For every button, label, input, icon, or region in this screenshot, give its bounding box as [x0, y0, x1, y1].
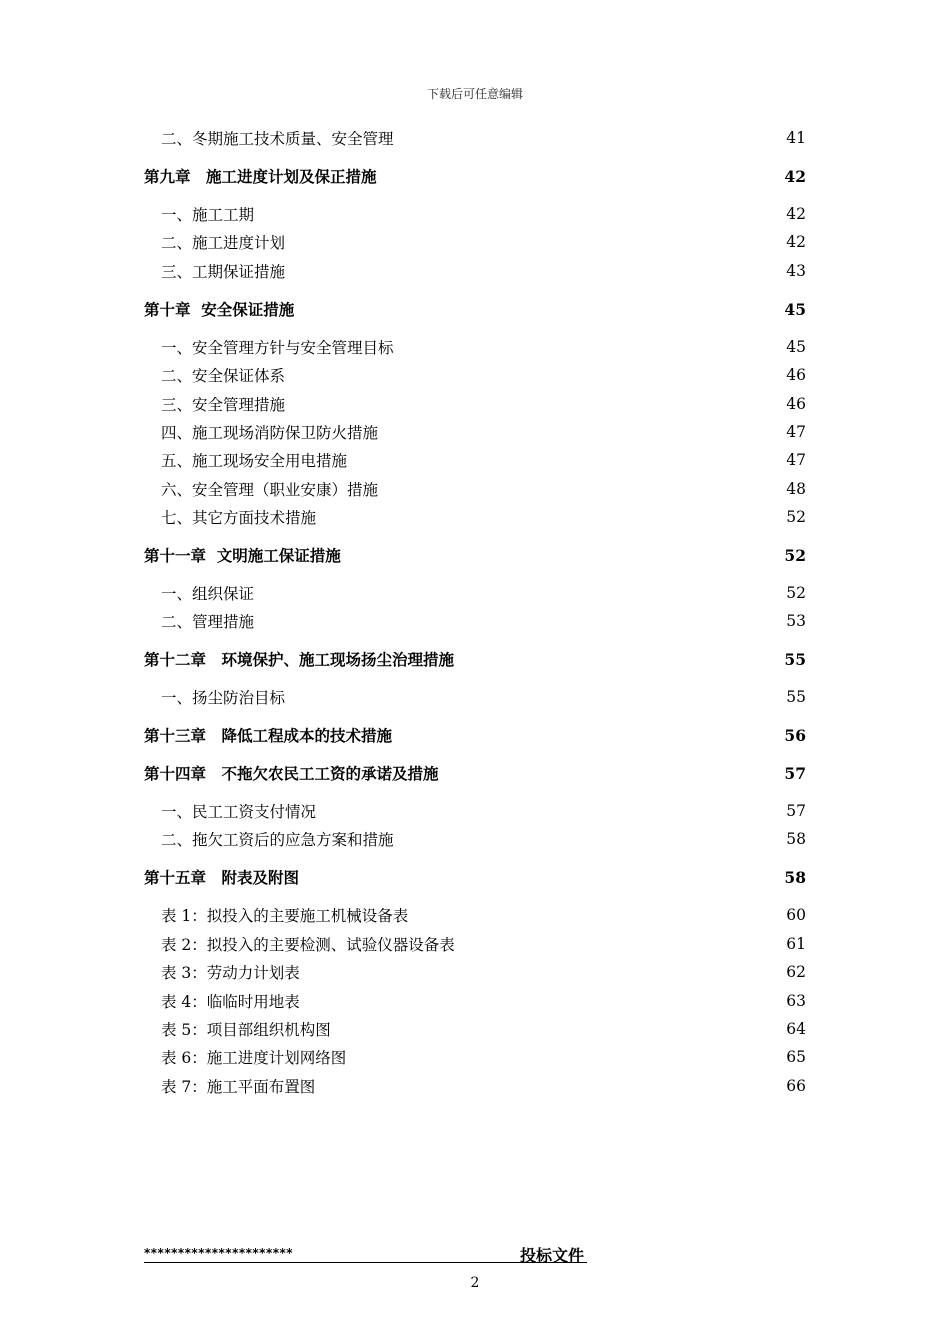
toc-chapter[interactable] — [144, 866, 806, 888]
toc-entry-page: 60 — [786, 906, 806, 924]
toc-entry-title: 三、安全管理措施 — [161, 396, 286, 414]
toc-entry-page: 41 — [786, 129, 806, 147]
toc-chapter[interactable] — [144, 544, 806, 566]
toc-section[interactable] — [144, 1018, 806, 1040]
toc-entry-title: 第十章 安全保证措施 — [144, 300, 295, 319]
toc-entry-page: 43 — [786, 262, 806, 280]
toc-entry-title: 三、工期保证措施 — [161, 263, 286, 281]
toc-entry-page: 55 — [786, 688, 806, 706]
toc-entry-title: 二、施工进度计划 — [161, 234, 286, 252]
toc-section[interactable] — [144, 260, 806, 282]
toc-section[interactable] — [144, 904, 806, 926]
toc-section[interactable] — [144, 610, 806, 632]
toc-entry-page: 42 — [784, 166, 806, 186]
toc-entry-title: 第十一章 文明施工保证措施 — [144, 546, 341, 565]
toc-entry-page: 56 — [784, 725, 806, 745]
toc-entry-title: 第十四章 不拖欠农民工工资的承诺及措施 — [144, 764, 439, 783]
toc-section[interactable] — [144, 1046, 806, 1068]
toc-section[interactable] — [144, 127, 806, 149]
toc-entry-title: 第十五章 附表及附图 — [144, 868, 300, 887]
toc-entry-page: 42 — [786, 205, 806, 223]
toc-entry-page: 55 — [784, 649, 806, 669]
toc-section[interactable] — [144, 828, 806, 850]
toc-entry-page: 64 — [786, 1020, 806, 1038]
toc-chapter[interactable] — [144, 762, 806, 784]
toc-chapter[interactable] — [144, 165, 806, 187]
toc-entry-page: 66 — [786, 1077, 806, 1095]
toc-chapter[interactable] — [144, 724, 806, 746]
toc-chapter[interactable] — [144, 298, 806, 320]
toc-section[interactable] — [144, 506, 806, 528]
toc-entry-title: 六、安全管理（职业安康）措施 — [161, 481, 379, 499]
toc-entry-page: 62 — [786, 963, 806, 981]
toc-entry-page: 45 — [786, 338, 806, 356]
toc-section[interactable] — [144, 364, 806, 386]
toc-section[interactable] — [144, 990, 806, 1012]
toc-entry-page: 58 — [784, 867, 806, 887]
toc-entry-page: 57 — [784, 763, 806, 783]
toc-entry-title: 表 7：施工平面布置图 — [161, 1078, 316, 1096]
footer-document-label: 投标文件 — [520, 1246, 585, 1265]
toc-section[interactable] — [144, 336, 806, 358]
toc-entry-title: 第九章 施工进度计划及保正措施 — [144, 167, 377, 186]
toc-entry-page: 57 — [786, 802, 806, 820]
toc-entry-page: 63 — [786, 992, 806, 1010]
toc-entry-page: 58 — [786, 830, 806, 848]
toc-entry-title: 一、施工工期 — [161, 206, 255, 224]
toc-entry-page: 53 — [786, 612, 806, 630]
toc-entry-title: 表 5：项目部组织机构图 — [161, 1021, 331, 1039]
toc-entry-page: 52 — [786, 508, 806, 526]
toc-section[interactable] — [144, 449, 806, 471]
toc-entry-page: 61 — [786, 935, 806, 953]
toc-entry-title: 表 3：劳动力计划表 — [161, 964, 300, 982]
toc-entry-title: 表 4：临临时用地表 — [161, 993, 300, 1011]
toc-entry-title: 一、组织保证 — [161, 585, 255, 603]
toc-entry-page: 52 — [786, 584, 806, 602]
toc-entry-page: 46 — [786, 366, 806, 384]
toc-entry-page: 47 — [786, 451, 806, 469]
toc-entry-page: 42 — [786, 233, 806, 251]
toc-entry-page: 65 — [786, 1048, 806, 1066]
toc-entry-title: 表 1：拟投入的主要施工机械设备表 — [161, 907, 409, 925]
toc-section[interactable] — [144, 582, 806, 604]
toc-entry-page: 48 — [786, 480, 806, 498]
toc-section[interactable] — [144, 1075, 806, 1097]
toc-entry-page: 52 — [784, 545, 806, 565]
toc-section[interactable] — [144, 231, 806, 253]
toc-section[interactable] — [144, 686, 806, 708]
toc-section[interactable] — [144, 203, 806, 225]
toc-entry-title: 一、安全管理方针与安全管理目标 — [161, 339, 394, 357]
toc-chapter[interactable] — [144, 648, 806, 670]
footer-asterisks: ********************** — [144, 1246, 294, 1260]
toc-entry-title: 第十三章 降低工程成本的技术措施 — [144, 726, 393, 745]
header-note: 下载后可任意编辑 — [426, 87, 523, 101]
toc-section[interactable] — [144, 478, 806, 500]
toc-entry-title: 四、施工现场消防保卫防火措施 — [161, 424, 379, 442]
toc-section[interactable] — [144, 800, 806, 822]
toc-section[interactable] — [144, 933, 806, 955]
toc-entry-title: 五、施工现场安全用电措施 — [161, 452, 348, 470]
toc-entry-title: 第十二章 环境保护、施工现场扬尘治理措施 — [144, 650, 455, 669]
toc-entry-page: 46 — [786, 395, 806, 413]
toc-entry-title: 二、冬期施工技术质量、安全管理 — [161, 130, 394, 148]
toc-section[interactable] — [144, 393, 806, 415]
toc-entry-title: 表 6：施工进度计划网络图 — [161, 1049, 347, 1067]
toc-section[interactable] — [144, 961, 806, 983]
toc-entry-page: 47 — [786, 423, 806, 441]
toc-entry-title: 二、管理措施 — [161, 613, 255, 631]
page-number: 2 — [470, 1275, 480, 1291]
footer-rule — [144, 1262, 587, 1263]
toc-entry-title: 七、其它方面技术措施 — [161, 509, 317, 527]
toc-entry-title: 表 2：拟投入的主要检测、试验仪器设备表 — [161, 936, 455, 954]
toc-entry-title: 一、民工工资支付情况 — [161, 803, 317, 821]
toc-entry-title: 二、安全保证体系 — [161, 367, 286, 385]
toc-entry-page: 45 — [784, 299, 806, 319]
toc-entry-title: 二、拖欠工资后的应急方案和措施 — [161, 831, 394, 849]
toc-entry-title: 一、扬尘防治目标 — [161, 689, 286, 707]
toc-section[interactable] — [144, 421, 806, 443]
